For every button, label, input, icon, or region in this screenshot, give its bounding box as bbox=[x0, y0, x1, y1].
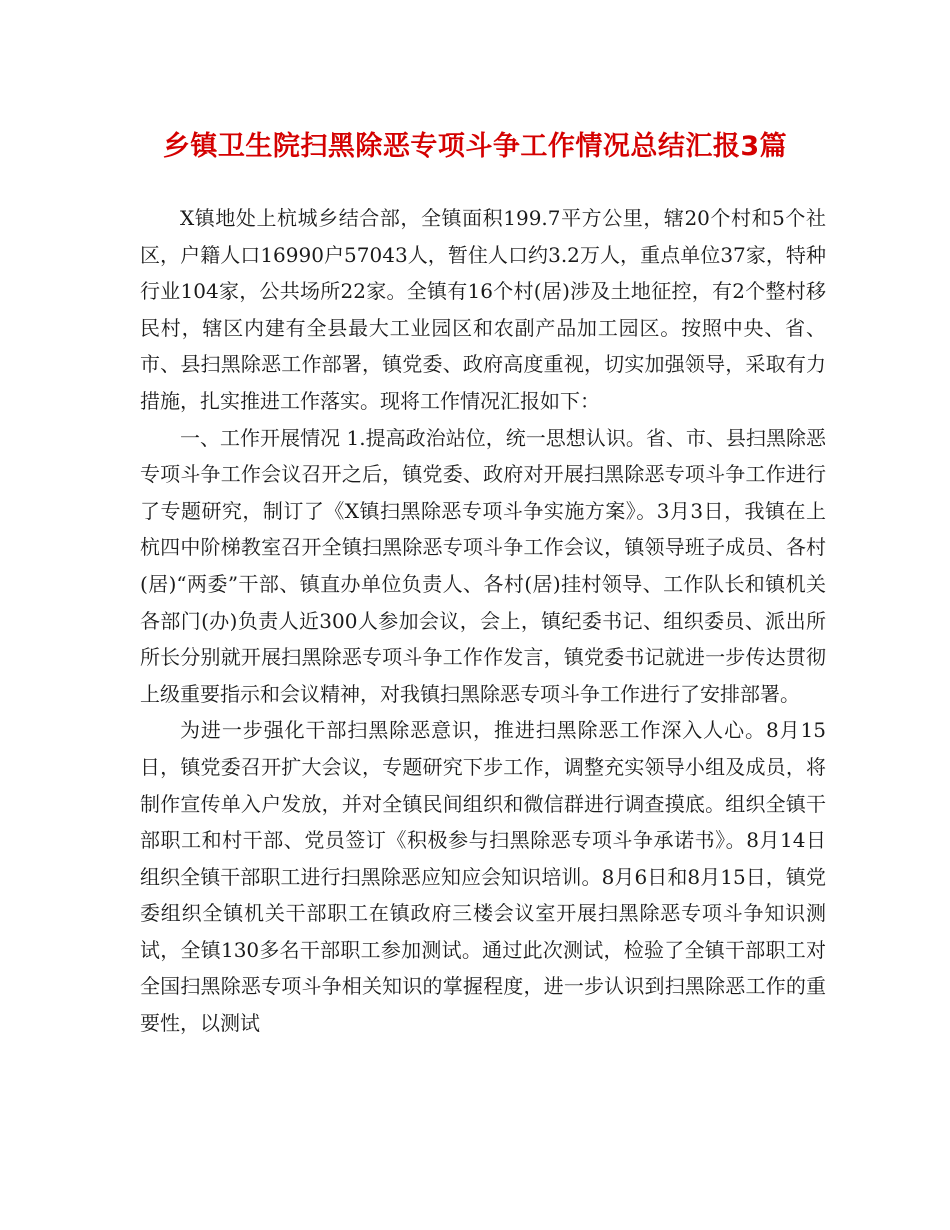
paragraph-section-one: 一、工作开展情况 1.提高政治站位，统一思想认识。省、市、县扫黑除恶专项斗争工作会议召开之后，镇党委、政府对开展扫黑除恶专项斗争工作进行了专题研究，制订了《X镇扫黑除恶专项斗争实施方案》。3月3日，我镇在上杭四中阶梯教室召开全镇扫黑除恶专项斗争工作会议，镇领导班子成员、各村(居)“两委”干部、镇直办单位负责人、各村(居)挂村领导、工作队长和镇机关各部门(办)负责人近300人参加会议，会上，镇纪委书记、组织委员、派出所所长分别就开展扫黑除恶专项斗争工作作发言，镇党委书记就进一步传达贯彻上级重要指示和会议精神，对我镇扫黑除恶专项斗争工作进行了安排部署。 bbox=[140, 425, 826, 706]
document-body bbox=[140, 200, 826, 1042]
paragraph-training: 为进一步强化干部扫黑除恶意识，推进扫黑除恶工作深入人心。8月15日，镇党委召开扩大会议，专题研究下步工作，调整充实领导小组及成员，将制作宣传单入户发放，并对全镇民间组织和微信群进行调查摸底。组织全镇干部职工和村干部、党员签订《积极参与扫黑除恶专项斗争承诺书》。8月14日组织全镇干部职工进行扫黑除恶应知应会知识培训。8月6日和8月15日，镇党委组织全镇机关干部职工在镇政府三楼会议室开展扫黑除恶专项斗争知识测试，全镇130多名干部职工参加测试。通过此次测试，检验了全镇干部职工对全国扫黑除恶专项斗争相关知识的掌握程度，进一步认识到扫黑除恶工作的重要性，以测试 bbox=[140, 718, 826, 1036]
paragraph-intro: X镇地处上杭城乡结合部，全镇面积199.7平方公里，辖20个村和5个社区，户籍人口16990户57043人，暂住人口约3.2万人，重点单位37家，特种行业104家，公共场所22家。全镇有16个村(居)涉及土地征控，有2个整村移民村，辖区内建有全县最大工业园区和农副产品加工园区。按照中央、省、市、县扫黑除恶工作部署，镇党委、政府高度重视，切实加强领导，采取有力措施，扎实推进工作落实。现将工作情况汇报如下： bbox=[140, 206, 826, 413]
document-title: 乡镇卫生院扫黑除恶专项斗争工作情况总结汇报3篇 bbox=[162, 131, 788, 162]
